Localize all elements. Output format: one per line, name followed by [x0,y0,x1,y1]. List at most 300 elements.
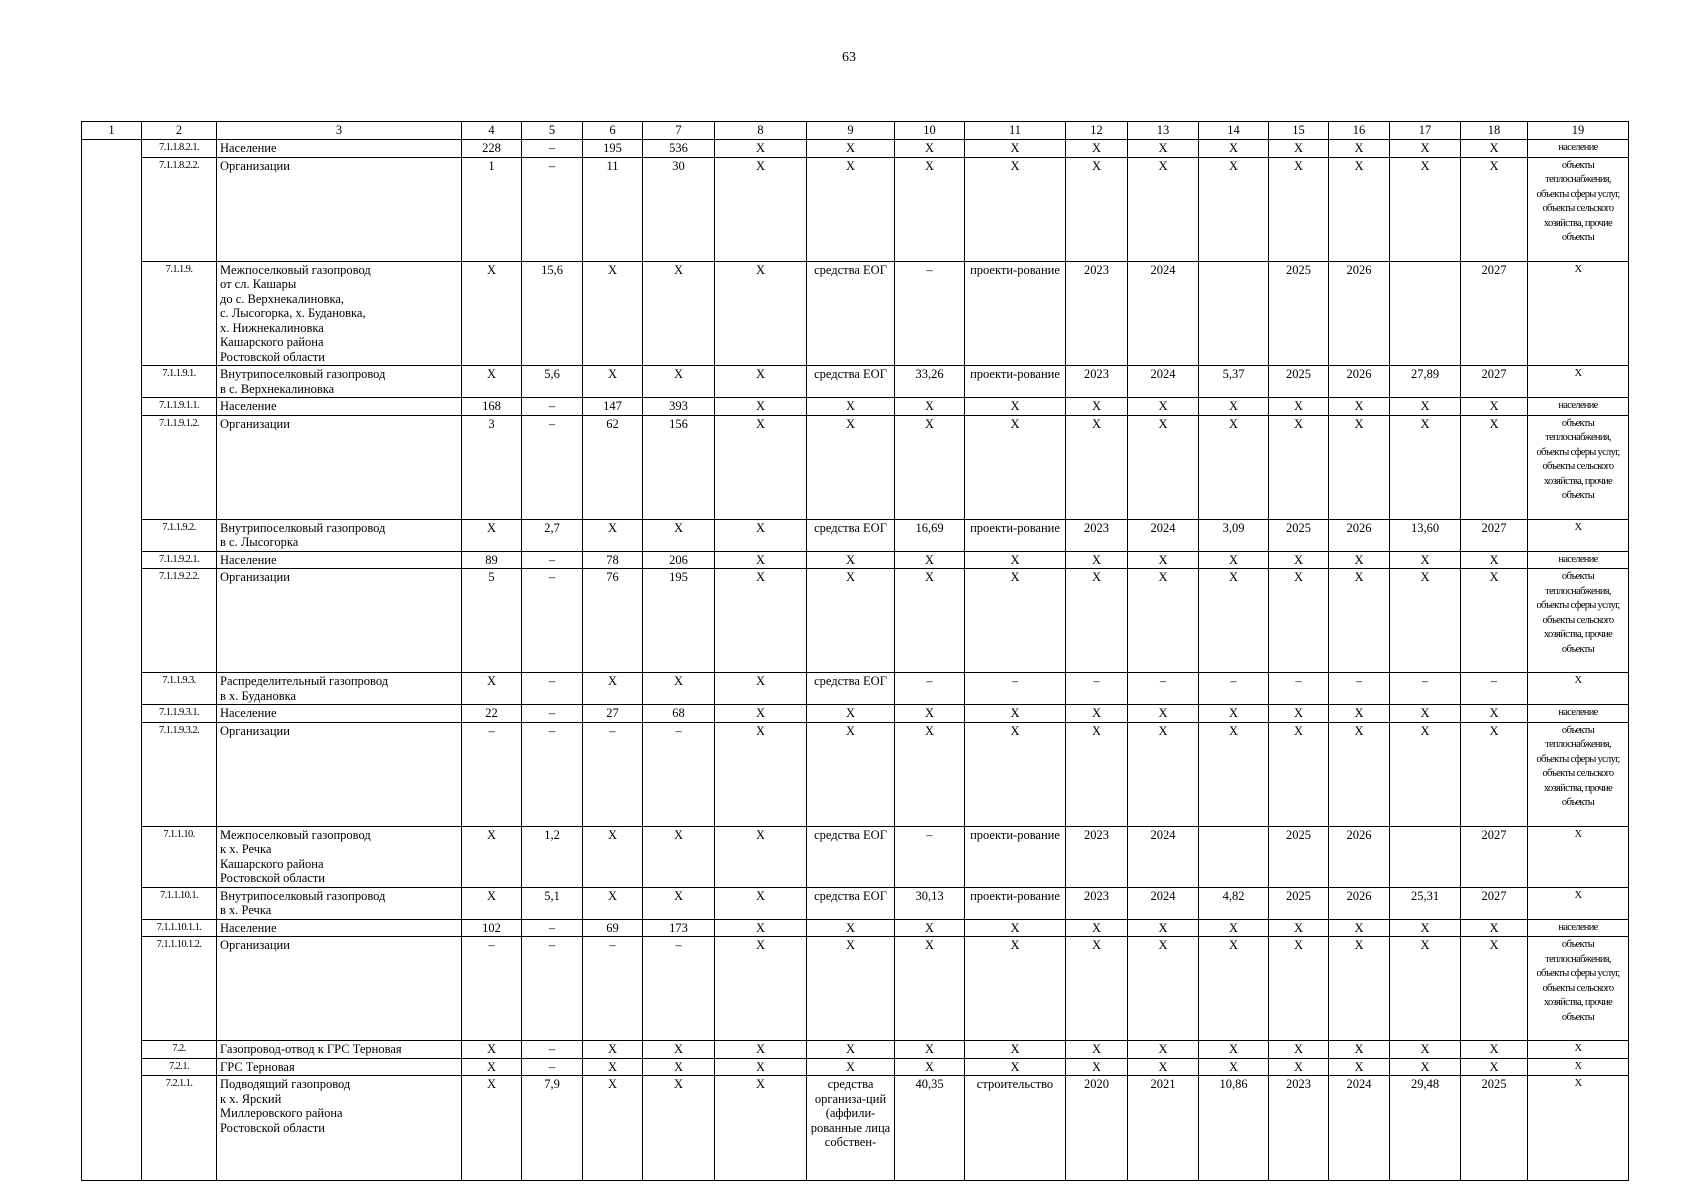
cell-col-19: X [1528,887,1629,919]
header-cell: 7 [643,122,715,140]
cell-col-8: X [715,569,807,673]
cell-col-14 [1199,826,1269,887]
cell-col-6: 195 [583,140,643,158]
cell-col-13: X [1128,1041,1199,1059]
cell-col-16: – [1329,673,1390,705]
cell-col-12: X [1066,569,1128,673]
cell-col-17: X [1390,919,1461,937]
cell-col-17: 13,60 [1390,519,1461,551]
cell-col-11: X [965,705,1066,723]
cell-col-12: X [1066,140,1128,158]
cell-col-4: X [462,673,522,705]
header-cell: 1 [82,122,142,140]
cell-col-12: X [1066,398,1128,416]
cell-col-19: население [1528,919,1629,937]
cell-col-3: Межпоселковый газопровод от сл. Кашары до с. Верхнекалиновка, с. Лысогорка, х. Будановка, х. Нижнекалиновка Кашарского района Ростовской области [217,261,462,366]
cell-col-12: 2023 [1066,826,1128,887]
cell-col-3: Организации [217,937,462,1041]
cell-col-14: 4,82 [1199,887,1269,919]
cell-col-4: 168 [462,398,522,416]
cell-col-12: X [1066,1058,1128,1076]
cell-col-12: 2023 [1066,366,1128,398]
cell-col-17: X [1390,722,1461,826]
cell-col-9: средства ЕОГ [807,366,895,398]
cell-col-2: 7.1.1.9.2.2. [142,569,217,673]
cell-col-19: X [1528,261,1629,366]
cell-col-7: X [643,826,715,887]
cell-col-4: – [462,937,522,1041]
cell-col-10: X [895,1041,965,1059]
cell-col-5: 1,2 [522,826,583,887]
cell-col-12: X [1066,415,1128,519]
cell-col-6: – [583,937,643,1041]
cell-col-14: X [1199,705,1269,723]
cell-col-2: 7.1.1.8.2.1. [142,140,217,158]
cell-col-10: X [895,157,965,261]
cell-col-19: X [1528,673,1629,705]
cell-col-13: – [1128,673,1199,705]
cell-col-9: средства ЕОГ [807,673,895,705]
cell-col-3: Внутрипоселковый газопровод в с. Верхнекалиновка [217,366,462,398]
cell-col-17: 27,89 [1390,366,1461,398]
cell-col-5: – [522,937,583,1041]
cell-col-19: X [1528,826,1629,887]
cell-col-15: X [1269,937,1329,1041]
cell-col-4: X [462,519,522,551]
cell-col-16: X [1329,705,1390,723]
cell-col-13: X [1128,569,1199,673]
cell-col-2: 7.1.1.10.1. [142,887,217,919]
cell-col-9: X [807,1041,895,1059]
cell-col-7: X [643,519,715,551]
cell-col-18: 2027 [1461,826,1528,887]
table-row [82,826,1629,887]
table-row [82,551,1629,569]
cell-col-7: X [643,366,715,398]
cell-col-10: – [895,826,965,887]
cell-col-3: Организации [217,569,462,673]
cell-col-11: X [965,140,1066,158]
cell-col-14: X [1199,722,1269,826]
cell-col-18: X [1461,569,1528,673]
cell-col-6: 11 [583,157,643,261]
cell-col-9: X [807,705,895,723]
cell-col-16: X [1329,722,1390,826]
cell-col-14: X [1199,157,1269,261]
cell-col-2: 7.1.1.9.2.1. [142,551,217,569]
cell-col-10: 30,13 [895,887,965,919]
cell-col-3: Население [217,705,462,723]
cell-col-8: X [715,1041,807,1059]
cell-col-10: X [895,937,965,1041]
cell-col-6: X [583,261,643,366]
cell-col-8: X [715,1058,807,1076]
cell-col-2: 7.1.1.9.3.1. [142,705,217,723]
cell-col-4: 228 [462,140,522,158]
cell-col-11: проекти-рование [965,366,1066,398]
cell-col-4: X [462,1041,522,1059]
cell-col-15: X [1269,398,1329,416]
cell-col-8: X [715,261,807,366]
cell-col-8: X [715,415,807,519]
cell-col-6: X [583,887,643,919]
cell-col-2: 7.1.1.10.1.1. [142,919,217,937]
cell-col-9: X [807,919,895,937]
cell-col-11: проекти-рование [965,826,1066,887]
cell-col-10: 16,69 [895,519,965,551]
cell-col-7: – [643,937,715,1041]
cell-col-17: X [1390,705,1461,723]
cell-col-2: 7.1.1.9.1.2. [142,415,217,519]
cell-col-9: X [807,937,895,1041]
cell-col-19: объекты теплоснабжения, объекты сферы услуг, объекты сельского хозяйства, прочие объекты [1528,157,1629,261]
table-row [82,140,1629,158]
cell-col-8: X [715,722,807,826]
cell-col-16: X [1329,157,1390,261]
cell-col-17: X [1390,157,1461,261]
table-row [82,937,1629,1041]
cell-col-16: X [1329,919,1390,937]
cell-col-12: X [1066,157,1128,261]
header-cell: 18 [1461,122,1528,140]
cell-col-7: 195 [643,569,715,673]
cell-col-4: – [462,722,522,826]
cell-col-6: X [583,1058,643,1076]
header-cell: 10 [895,122,965,140]
cell-col-3: ГРС Терновая [217,1058,462,1076]
cell-col-18: – [1461,673,1528,705]
cell-col-19: объекты теплоснабжения, объекты сферы услуг, объекты сельского хозяйства, прочие объекты [1528,937,1629,1041]
cell-col-9: X [807,1058,895,1076]
cell-col-14: X [1199,140,1269,158]
cell-col-2: 7.1.1.9. [142,261,217,366]
cell-col-4: X [462,1058,522,1076]
header-cell: 2 [142,122,217,140]
cell-col-9: средства ЕОГ [807,519,895,551]
cell-col-5: 7,9 [522,1076,583,1181]
cell-col-15: 2023 [1269,1076,1329,1181]
cell-col-3: Население [217,551,462,569]
cell-col-9: X [807,551,895,569]
cell-col-12: X [1066,937,1128,1041]
cell-col-13: X [1128,415,1199,519]
cell-col-10: X [895,398,965,416]
cell-col-18: X [1461,140,1528,158]
table-row [82,569,1629,673]
cell-col-17: X [1390,1041,1461,1059]
cell-col-10: X [895,551,965,569]
cell-col-11: X [965,415,1066,519]
cell-col-19: X [1528,366,1629,398]
cell-col-14: X [1199,1041,1269,1059]
cell-col-15: 2025 [1269,826,1329,887]
cell-col-13: X [1128,398,1199,416]
cell-col-5: – [522,569,583,673]
cell-col-4: X [462,1076,522,1181]
cell-col-8: X [715,519,807,551]
cell-col-19: X [1528,1041,1629,1059]
cell-col-3: Организации [217,415,462,519]
cell-col-3: Подводящий газопровод к х. Ярский Миллеровского района Ростовской области [217,1076,462,1181]
cell-col-13: 2024 [1128,519,1199,551]
cell-col-15: X [1269,722,1329,826]
table-row [82,415,1629,519]
cell-col-7: X [643,1076,715,1181]
cell-col-17 [1390,261,1461,366]
cell-col-15: X [1269,705,1329,723]
cell-col-5: – [522,1041,583,1059]
header-cell: 19 [1528,122,1629,140]
table-row [82,705,1629,723]
cell-col-15: X [1269,1058,1329,1076]
cell-col-16: 2024 [1329,1076,1390,1181]
cell-col-9: средства ЕОГ [807,261,895,366]
cell-col-8: X [715,673,807,705]
cell-col-11: строительство [965,1076,1066,1181]
cell-col-2: 7.2.1.1. [142,1076,217,1181]
cell-col-11: X [965,569,1066,673]
header-cell: 11 [965,122,1066,140]
cell-col-10: X [895,1058,965,1076]
cell-col-17: X [1390,551,1461,569]
cell-col-2: 7.1.1.9.1. [142,366,217,398]
cell-col-10: – [895,673,965,705]
cell-col-2: 7.2.1. [142,1058,217,1076]
cell-col-18: X [1461,415,1528,519]
cell-col-3: Организации [217,157,462,261]
cell-col-7: 68 [643,705,715,723]
cell-col-6: 78 [583,551,643,569]
cell-col-18: X [1461,919,1528,937]
cell-col-19: X [1528,1058,1629,1076]
cell-col-18: X [1461,937,1528,1041]
cell-col-10: 40,35 [895,1076,965,1181]
cell-col-18: 2027 [1461,887,1528,919]
cell-col-5: – [522,705,583,723]
cell-col-16: X [1329,937,1390,1041]
cell-col-11: – [965,673,1066,705]
cell-col-15: 2025 [1269,887,1329,919]
cell-col-5: – [522,919,583,937]
cell-col-11: X [965,937,1066,1041]
cell-col-19: объекты теплоснабжения, объекты сферы услуг, объекты сельского хозяйства, прочие объекты [1528,415,1629,519]
cell-col-13: X [1128,140,1199,158]
cell-col-19: объекты теплоснабжения, объекты сферы услуг, объекты сельского хозяйства, прочие объекты [1528,569,1629,673]
cell-col-10: X [895,415,965,519]
cell-col-13: X [1128,1058,1199,1076]
cell-col-8: X [715,705,807,723]
header-cell: 12 [1066,122,1128,140]
table-row [82,157,1629,261]
cell-col-6: X [583,1041,643,1059]
cell-col-19: население [1528,705,1629,723]
cell-col-14: X [1199,415,1269,519]
cell-col-4: X [462,887,522,919]
cell-col-12: X [1066,551,1128,569]
cell-col-7: 173 [643,919,715,937]
cell-col-10: 33,26 [895,366,965,398]
cell-col-7: X [643,1058,715,1076]
cell-col-14 [1199,261,1269,366]
cell-col-12: – [1066,673,1128,705]
cell-col-16: X [1329,569,1390,673]
cell-col-15: X [1269,140,1329,158]
cell-col-5: 5,6 [522,366,583,398]
cell-col-3: Население [217,140,462,158]
cell-col-8: X [715,826,807,887]
cell-col-10: X [895,919,965,937]
cell-col-16: 2026 [1329,261,1390,366]
cell-col-17 [1390,826,1461,887]
cell-col-3: Газопровод-отвод к ГРС Терновая [217,1041,462,1059]
cell-col-3: Распределительный газопровод в х. Будановка [217,673,462,705]
cell-col-11: проекти-рование [965,519,1066,551]
cell-col-12: 2023 [1066,261,1128,366]
cell-col-4: 1 [462,157,522,261]
cell-col-13: X [1128,551,1199,569]
cell-col-11: X [965,1058,1066,1076]
cell-col-9: X [807,569,895,673]
cell-col-18: X [1461,551,1528,569]
cell-col-4: 3 [462,415,522,519]
cell-col-17: – [1390,673,1461,705]
cell-col-6: X [583,366,643,398]
cell-col-14: 10,86 [1199,1076,1269,1181]
cell-col-9: X [807,415,895,519]
table-header-row [82,122,1629,140]
cell-col-14: X [1199,569,1269,673]
cell-col-2: 7.1.1.9.3.2. [142,722,217,826]
cell-col-14: X [1199,398,1269,416]
cell-col-10: X [895,705,965,723]
cell-col-7: 393 [643,398,715,416]
cell-col-2: 7.1.1.10.1.2. [142,937,217,1041]
cell-col-18: X [1461,1041,1528,1059]
cell-col-5: – [522,673,583,705]
cell-col-15: – [1269,673,1329,705]
cell-col-11: X [965,157,1066,261]
cell-col-17: X [1390,398,1461,416]
cell-col-11: X [965,919,1066,937]
cell-col-12: 2023 [1066,887,1128,919]
cell-col-11: проекти-рование [965,887,1066,919]
cell-col-16: 2026 [1329,826,1390,887]
cell-col-9: X [807,140,895,158]
cell-col-15: X [1269,551,1329,569]
table-row [82,919,1629,937]
header-cell: 5 [522,122,583,140]
cell-col-7: 156 [643,415,715,519]
cell-col-12: 2023 [1066,519,1128,551]
cell-col-17: X [1390,1058,1461,1076]
cell-col-11: X [965,722,1066,826]
header-cell: 6 [583,122,643,140]
header-cell: 14 [1199,122,1269,140]
cell-col-12: 2020 [1066,1076,1128,1181]
table-row [82,887,1629,919]
cell-col-15: X [1269,157,1329,261]
cell-col-7: X [643,261,715,366]
table-row [82,366,1629,398]
cell-col-5: – [522,140,583,158]
table-row [82,1076,1629,1181]
cell-col-13: 2024 [1128,366,1199,398]
cell-col-7: 30 [643,157,715,261]
cell-col-9: X [807,157,895,261]
cell-col-16: 2026 [1329,887,1390,919]
cell-col-7: – [643,722,715,826]
cell-col-9: средства организа-ций (аффили-рованные лица собствен- [807,1076,895,1181]
cell-col-14: – [1199,673,1269,705]
cell-col-12: X [1066,705,1128,723]
cell-col-19: X [1528,1076,1629,1181]
cell-col-18: 2027 [1461,261,1528,366]
cell-col-16: X [1329,1058,1390,1076]
cell-col-5: – [522,415,583,519]
cell-col-4: 102 [462,919,522,937]
cell-col-6: X [583,673,643,705]
cell-col-8: X [715,551,807,569]
cell-col-15: X [1269,1041,1329,1059]
table-row [82,1058,1629,1076]
cell-col-14: X [1199,1058,1269,1076]
cell-col-18: X [1461,1058,1528,1076]
cell-col-12: X [1066,919,1128,937]
cell-col-4: 89 [462,551,522,569]
header-cell: 17 [1390,122,1461,140]
cell-col-19: X [1528,519,1629,551]
header-cell: 4 [462,122,522,140]
cell-col-13: X [1128,937,1199,1041]
cell-col-13: 2021 [1128,1076,1199,1181]
cell-col-19: объекты теплоснабжения, объекты сферы услуг, объекты сельского хозяйства, прочие объекты [1528,722,1629,826]
cell-col-11: X [965,1041,1066,1059]
cell-col-9: средства ЕОГ [807,887,895,919]
cell-col-3: Внутрипоселковый газопровод в с. Лысогорка [217,519,462,551]
cell-col-8: X [715,919,807,937]
cell-col-6: X [583,519,643,551]
table-row [82,261,1629,366]
cell-col-6: 62 [583,415,643,519]
cell-col-17: X [1390,937,1461,1041]
cell-col-17: 25,31 [1390,887,1461,919]
cell-col-8: X [715,398,807,416]
cell-col-5: – [522,1058,583,1076]
cell-col-8: X [715,1076,807,1181]
cell-col-3: Население [217,919,462,937]
cell-col-15: 2025 [1269,366,1329,398]
cell-col-13: X [1128,722,1199,826]
cell-col-7: X [643,887,715,919]
cell-col-15: 2025 [1269,261,1329,366]
cell-col-18: 2027 [1461,519,1528,551]
cell-col-18: 2025 [1461,1076,1528,1181]
cell-col-16: 2026 [1329,519,1390,551]
cell-col-18: X [1461,705,1528,723]
cell-col-6: X [583,1076,643,1181]
cell-col-16: X [1329,1041,1390,1059]
cell-col-3: Организации [217,722,462,826]
cell-col-10: X [895,722,965,826]
cell-col-18: 2027 [1461,366,1528,398]
cell-col-9: X [807,722,895,826]
table-row [82,1041,1629,1059]
cell-col-10: X [895,140,965,158]
cell-col-5: 2,7 [522,519,583,551]
cell-col-6: – [583,722,643,826]
cell-col-18: X [1461,398,1528,416]
cell-col-14: 5,37 [1199,366,1269,398]
